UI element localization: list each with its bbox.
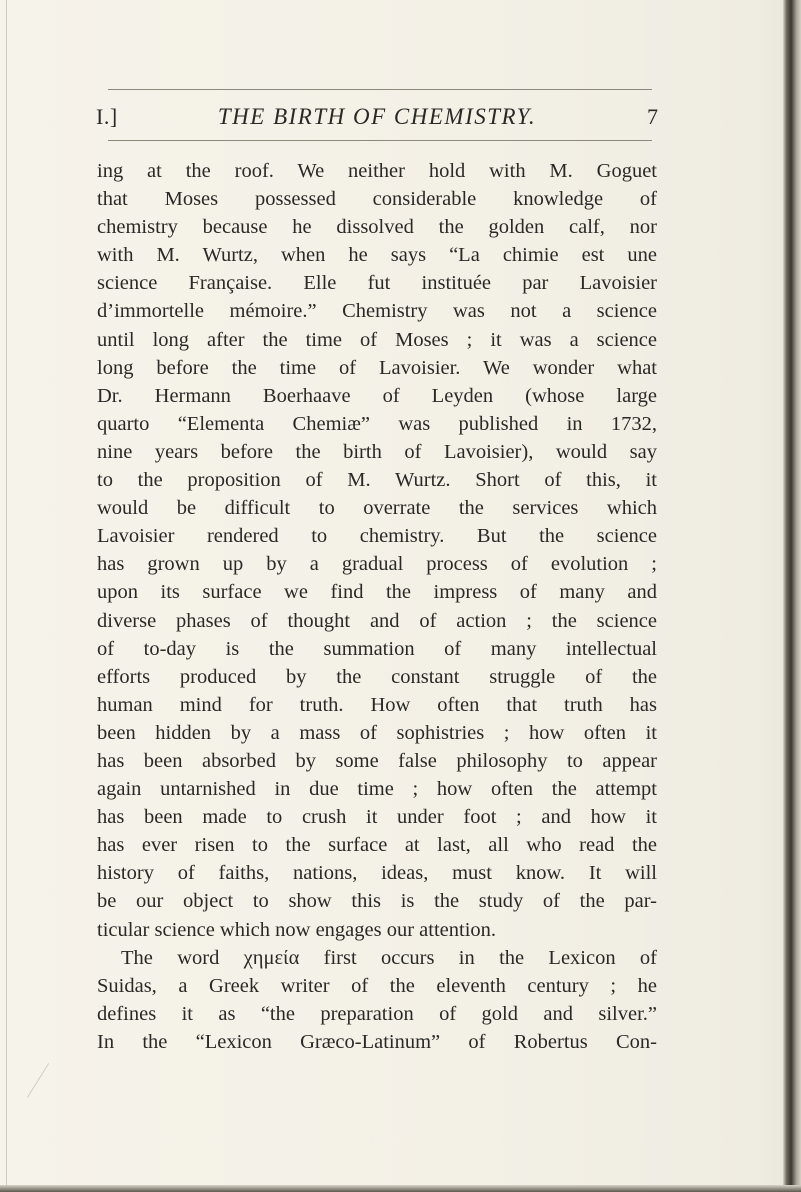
- text-line: with M. Wurtz, when he says “La chimie est une: [97, 244, 657, 267]
- text-line: upon its surface we find the impress of many and: [97, 581, 657, 604]
- text-line: be our object to show this is the study of the par-: [97, 890, 657, 913]
- text-line: would be difficult to overrate the services which: [97, 497, 657, 520]
- text-line: that Moses possessed considerable knowledge of: [97, 188, 657, 211]
- text-line: efforts produced by the constant struggle of the: [97, 665, 657, 688]
- text-line: In the “Lexicon Græco-Latinum” of Robertus Con-: [97, 1030, 657, 1053]
- chapter-mark: I.]: [96, 104, 118, 129]
- paper-crease: [27, 1063, 49, 1097]
- text-line: has ever risen to the surface at last, all who read the: [97, 834, 657, 857]
- text-line: Suidas, a Greek writer of the eleventh century ; he: [97, 974, 657, 997]
- text-line: has grown up by a gradual process of evolution ;: [97, 553, 657, 576]
- text-line: history of faiths, nations, ideas, must know. It will: [97, 862, 657, 885]
- running-title: THE BIRTH OF CHEMISTRY.: [217, 104, 537, 129]
- page-left-edge: [6, 0, 7, 1192]
- text-line-paragraph-end: ticular science which now engages our attention.: [97, 918, 497, 941]
- text-line: science Française. Elle fut instituée par Lavoisier: [97, 272, 657, 295]
- page-bottom-edge: [0, 1185, 801, 1192]
- text-line: long before the time of Lavoisier. We wonder what: [97, 356, 657, 379]
- text-line: of to-day is the summation of many intellectual: [97, 637, 657, 660]
- page-binding-edge: [783, 0, 801, 1192]
- text-line: Lavoisier rendered to chemistry. But the science: [97, 525, 657, 548]
- text-line: quarto “Elementa Chemiæ” was published in 1732,: [97, 412, 657, 435]
- body-text: [97, 157, 657, 1056]
- text-line: ing at the roof. We neither hold with M. Goguet: [97, 160, 657, 182]
- text-line: again untarnished in due time ; how often the attempt: [97, 778, 657, 801]
- text-line: nine years before the birth of Lavoisier), would say: [97, 440, 657, 463]
- header-rule: [108, 140, 652, 141]
- text-line: been hidden by a mass of sophistries ; how often it: [97, 721, 657, 744]
- top-rule: [108, 89, 652, 90]
- text-line: has been absorbed by some false philosophy to appear: [97, 749, 657, 772]
- running-head: [96, 104, 658, 136]
- text-line: human mind for truth. How often that truth has: [97, 693, 657, 716]
- text-line: defines it as “the preparation of gold and silver.”: [97, 1002, 657, 1025]
- text-line: to the proposition of M. Wurtz. Short of this, it: [97, 469, 657, 492]
- text-line: d’immortelle mémoire.” Chemistry was not a science: [97, 300, 657, 323]
- text-line: Dr. Hermann Boerhaave of Leyden (whose large: [97, 384, 657, 407]
- text-line: chemistry because he dissolved the golden calf, nor: [97, 216, 657, 239]
- text-line: diverse phases of thought and of action ; the science: [97, 609, 657, 632]
- text-line: has been made to crush it under foot ; and how it: [97, 806, 657, 829]
- text-line: until long after the time of Moses ; it was a science: [97, 328, 657, 351]
- text-line-paragraph-start: The word χημεία first occurs in the Lexicon of: [121, 946, 657, 969]
- page-number: 7: [647, 104, 658, 129]
